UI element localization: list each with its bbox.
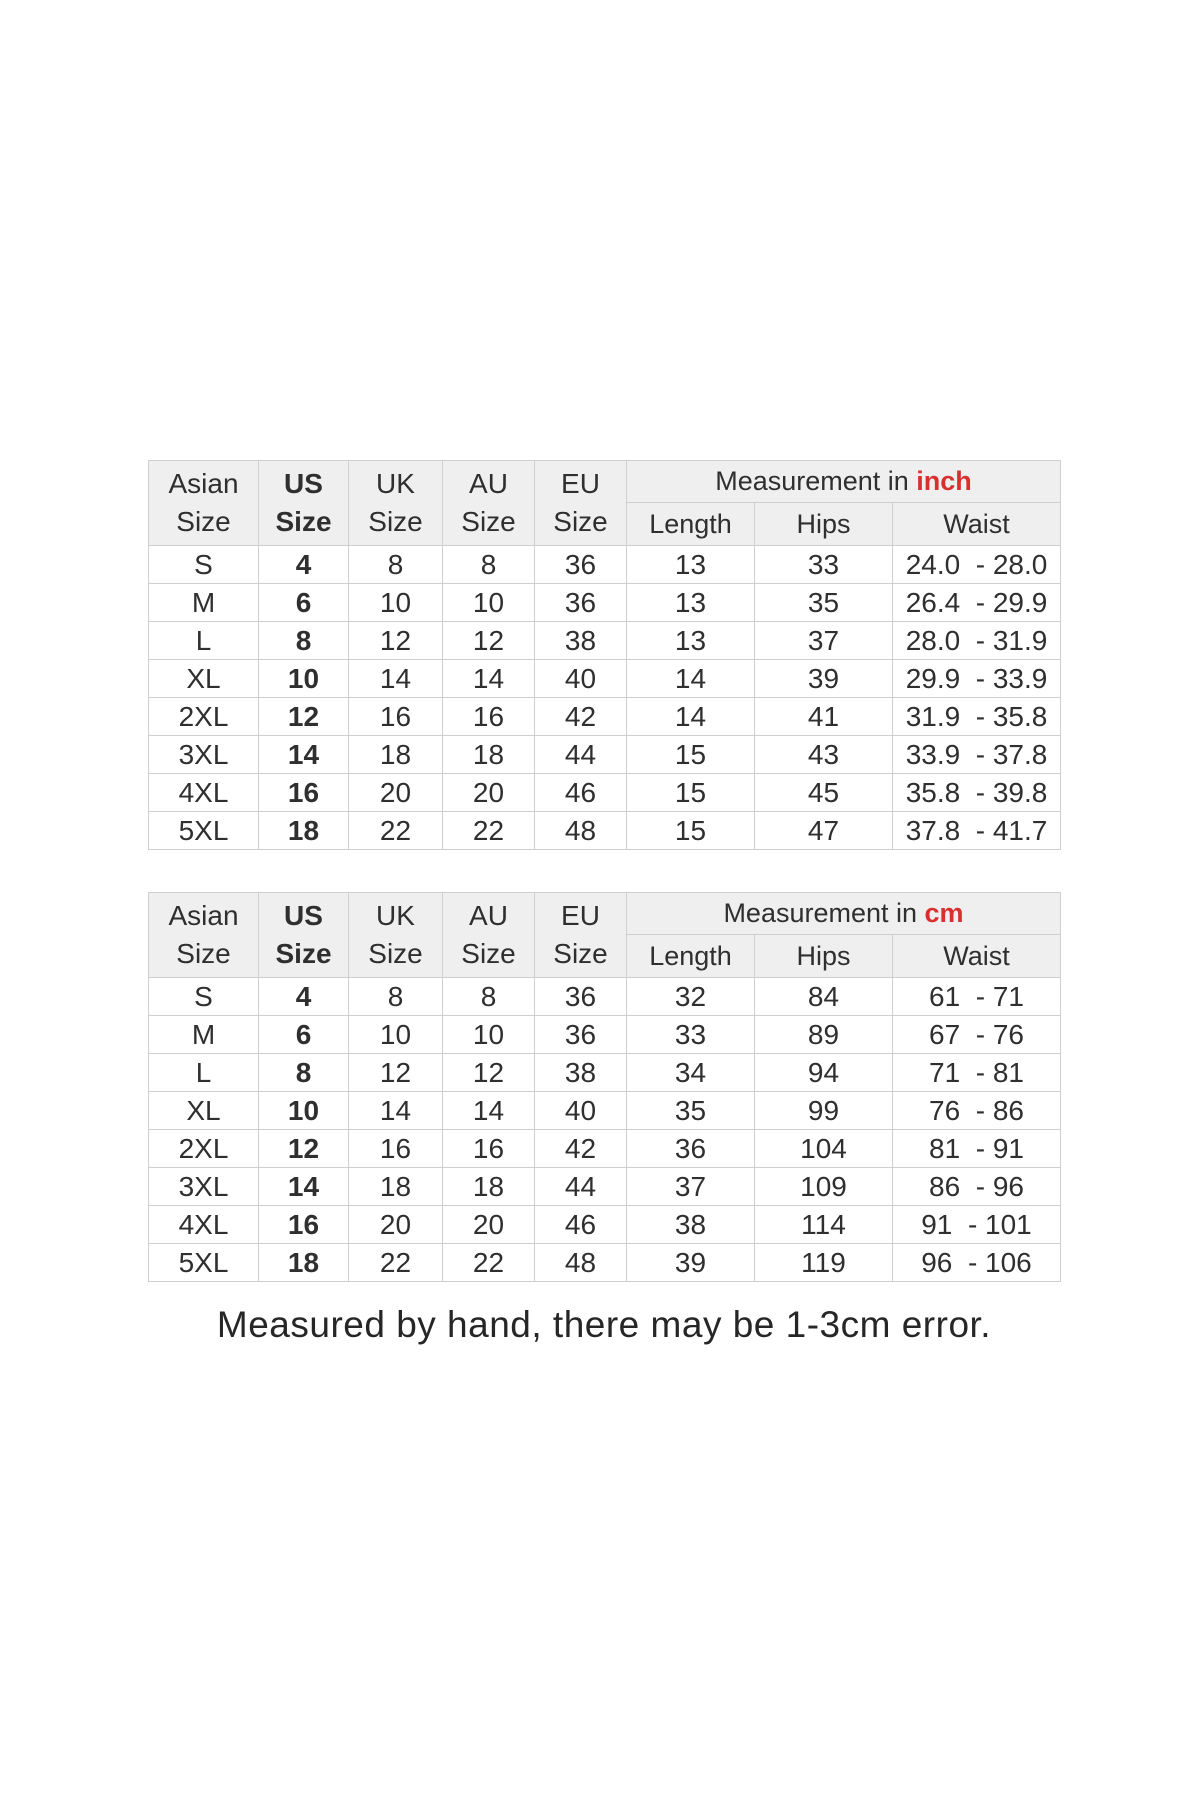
measurement-header-inch	[627, 461, 1061, 503]
size-table-cm	[148, 892, 1061, 1282]
sub-column-header-hips: Hips	[755, 935, 893, 978]
table-cell: 10	[349, 1016, 443, 1054]
table-cell: 22	[443, 1244, 535, 1282]
table-cell: 12	[349, 622, 443, 660]
table-row	[149, 1168, 1061, 1206]
table-cell: 34	[627, 1054, 755, 1092]
table-cell: 48	[535, 1244, 627, 1282]
table-cell: 6	[259, 584, 349, 622]
table-cell: 35.8 - 39.8	[893, 774, 1061, 812]
table-cell: 14	[627, 698, 755, 736]
measurement-unit-cm: cm	[924, 898, 964, 928]
table-cell: 14	[627, 660, 755, 698]
table-cell: 3XL	[149, 736, 259, 774]
table-cell: 6	[259, 1016, 349, 1054]
column-header-eu-size: EU Size	[535, 461, 627, 546]
table-cell: 13	[627, 622, 755, 660]
table-cell: 35	[627, 1092, 755, 1130]
table-cell: 89	[755, 1016, 893, 1054]
table-cell: 36	[535, 584, 627, 622]
table-cell: 4	[259, 546, 349, 584]
table-cell: 15	[627, 736, 755, 774]
table-cell: 16	[259, 1206, 349, 1244]
size-table-inch	[148, 460, 1061, 850]
table-cell: 12	[443, 622, 535, 660]
table-cell: 10	[443, 1016, 535, 1054]
table-cell: 41	[755, 698, 893, 736]
table-cell: 38	[535, 1054, 627, 1092]
table-cell: 46	[535, 1206, 627, 1244]
table-cell: 84	[755, 978, 893, 1016]
table-cell: 114	[755, 1206, 893, 1244]
table-row	[149, 1130, 1061, 1168]
table-cell: 18	[443, 736, 535, 774]
table-cell: 39	[755, 660, 893, 698]
table-cell: 33	[627, 1016, 755, 1054]
table-cell: 8	[259, 1054, 349, 1092]
table-cell: 8	[349, 978, 443, 1016]
table-cell: 37	[627, 1168, 755, 1206]
table-cell: 46	[535, 774, 627, 812]
table-cell: 13	[627, 584, 755, 622]
column-header-au-size: AU Size	[443, 461, 535, 546]
table-cell: 36	[627, 1130, 755, 1168]
table-cell: 16	[259, 774, 349, 812]
table-cell: M	[149, 1016, 259, 1054]
table-cell: 61 - 71	[893, 978, 1061, 1016]
table-cell: 10	[443, 584, 535, 622]
table-row	[149, 660, 1061, 698]
table-cell: 35	[755, 584, 893, 622]
measurement-prefix: Measurement in	[723, 898, 925, 928]
table-cell: 20	[443, 1206, 535, 1244]
table-cell: 18	[349, 1168, 443, 1206]
table-cell: 2XL	[149, 1130, 259, 1168]
table-cell: 10	[259, 1092, 349, 1130]
column-header-asian-size: Asian Size	[149, 893, 259, 978]
table-cell: 40	[535, 1092, 627, 1130]
table-cell: 22	[443, 812, 535, 850]
column-header-uk-size: UK Size	[349, 461, 443, 546]
table-cell: L	[149, 622, 259, 660]
table-cell: 28.0 - 31.9	[893, 622, 1061, 660]
sub-column-header-length: Length	[627, 503, 755, 546]
table-cell: 48	[535, 812, 627, 850]
table-cell: 31.9 - 35.8	[893, 698, 1061, 736]
table-row	[149, 1244, 1061, 1282]
table-row	[149, 1016, 1061, 1054]
table-cell: 38	[627, 1206, 755, 1244]
table-cell: 12	[349, 1054, 443, 1092]
table-cell: 36	[535, 1016, 627, 1054]
table-cell: XL	[149, 660, 259, 698]
table-cell: 3XL	[149, 1168, 259, 1206]
table-cell: 12	[259, 1130, 349, 1168]
table-cell: 18	[259, 1244, 349, 1282]
table-row	[149, 546, 1061, 584]
column-header-us-size: US Size	[259, 461, 349, 546]
table-cell: 99	[755, 1092, 893, 1130]
table-cell: 44	[535, 1168, 627, 1206]
table-cell: 4XL	[149, 1206, 259, 1244]
table-cell: 24.0 - 28.0	[893, 546, 1061, 584]
table-cell: S	[149, 978, 259, 1016]
sub-column-header-waist: Waist	[893, 935, 1061, 978]
table-cell: 12	[259, 698, 349, 736]
table-cell: 14	[349, 1092, 443, 1130]
table-cell: 42	[535, 698, 627, 736]
table-cell: 16	[443, 698, 535, 736]
table-cell: 109	[755, 1168, 893, 1206]
table-cell: 71 - 81	[893, 1054, 1061, 1092]
table-cell: 18	[443, 1168, 535, 1206]
table-cell: 4	[259, 978, 349, 1016]
table-cell: 20	[443, 774, 535, 812]
table-cell: 20	[349, 1206, 443, 1244]
table-cell: 14	[349, 660, 443, 698]
table-cell: 96 - 106	[893, 1244, 1061, 1282]
table-cell: 5XL	[149, 812, 259, 850]
sub-column-header-hips: Hips	[755, 503, 893, 546]
size-chart	[148, 460, 1060, 1346]
table-row	[149, 774, 1061, 812]
table-row	[149, 698, 1061, 736]
table-cell: 8	[443, 546, 535, 584]
table-cell: 15	[627, 812, 755, 850]
table-cell: 8	[443, 978, 535, 1016]
table-cell: 14	[443, 660, 535, 698]
table-cell: 22	[349, 1244, 443, 1282]
table-cell: L	[149, 1054, 259, 1092]
sub-column-header-waist: Waist	[893, 503, 1061, 546]
table-cell: 4XL	[149, 774, 259, 812]
table-cell: 13	[627, 546, 755, 584]
table-cell: 33.9 - 37.8	[893, 736, 1061, 774]
table-cell: 42	[535, 1130, 627, 1168]
table-cell: 5XL	[149, 1244, 259, 1282]
table-cell: 14	[259, 736, 349, 774]
table-cell: 45	[755, 774, 893, 812]
table-cell: 15	[627, 774, 755, 812]
table-cell: 10	[259, 660, 349, 698]
column-header-us-size: US Size	[259, 893, 349, 978]
table-cell: 16	[349, 698, 443, 736]
table-cell: 36	[535, 978, 627, 1016]
table-row	[149, 622, 1061, 660]
table-cell: 44	[535, 736, 627, 774]
table-row	[149, 736, 1061, 774]
table-cell: 8	[259, 622, 349, 660]
table-cell: 86 - 96	[893, 1168, 1061, 1206]
table-cell: 94	[755, 1054, 893, 1092]
table-row	[149, 1092, 1061, 1130]
column-header-asian-size: Asian Size	[149, 461, 259, 546]
table-cell: 81 - 91	[893, 1130, 1061, 1168]
table-cell: S	[149, 546, 259, 584]
table-cell: 37.8 - 41.7	[893, 812, 1061, 850]
table-cell: 8	[349, 546, 443, 584]
table-cell: 22	[349, 812, 443, 850]
table-cell: 20	[349, 774, 443, 812]
table-cell: 29.9 - 33.9	[893, 660, 1061, 698]
table-cell: 16	[349, 1130, 443, 1168]
table-cell: 104	[755, 1130, 893, 1168]
table-cell: 47	[755, 812, 893, 850]
table-cell: 2XL	[149, 698, 259, 736]
table-cell: 38	[535, 622, 627, 660]
table-cell: 36	[535, 546, 627, 584]
table-cell: 18	[259, 812, 349, 850]
measurement-header-cm	[627, 893, 1061, 935]
table-cell: 16	[443, 1130, 535, 1168]
table-cell: 12	[443, 1054, 535, 1092]
table-row	[149, 1054, 1061, 1092]
measurement-unit-inch: inch	[916, 466, 972, 496]
table-cell: M	[149, 584, 259, 622]
table-row	[149, 584, 1061, 622]
table-cell: 119	[755, 1244, 893, 1282]
table-cell: 14	[259, 1168, 349, 1206]
table-cell: 40	[535, 660, 627, 698]
table-cell: 43	[755, 736, 893, 774]
table-cell: 33	[755, 546, 893, 584]
measurement-prefix: Measurement in	[715, 466, 917, 496]
table-cell: 67 - 76	[893, 1016, 1061, 1054]
table-row	[149, 978, 1061, 1016]
column-header-eu-size: EU Size	[535, 893, 627, 978]
table-cell: 37	[755, 622, 893, 660]
table-cell: 18	[349, 736, 443, 774]
table-cell: 76 - 86	[893, 1092, 1061, 1130]
table-cell: 39	[627, 1244, 755, 1282]
table-row	[149, 812, 1061, 850]
caption: Measured by hand, there may be 1-3cm error.	[216, 1304, 992, 1345]
table-cell: 26.4 - 29.9	[893, 584, 1061, 622]
table-row	[149, 1206, 1061, 1244]
sub-column-header-length: Length	[627, 935, 755, 978]
table-cell: XL	[149, 1092, 259, 1130]
table-cell: 32	[627, 978, 755, 1016]
table-cell: 14	[443, 1092, 535, 1130]
column-header-uk-size: UK Size	[349, 893, 443, 978]
table-cell: 91 - 101	[893, 1206, 1061, 1244]
table-cell: 10	[349, 584, 443, 622]
column-header-au-size: AU Size	[443, 893, 535, 978]
